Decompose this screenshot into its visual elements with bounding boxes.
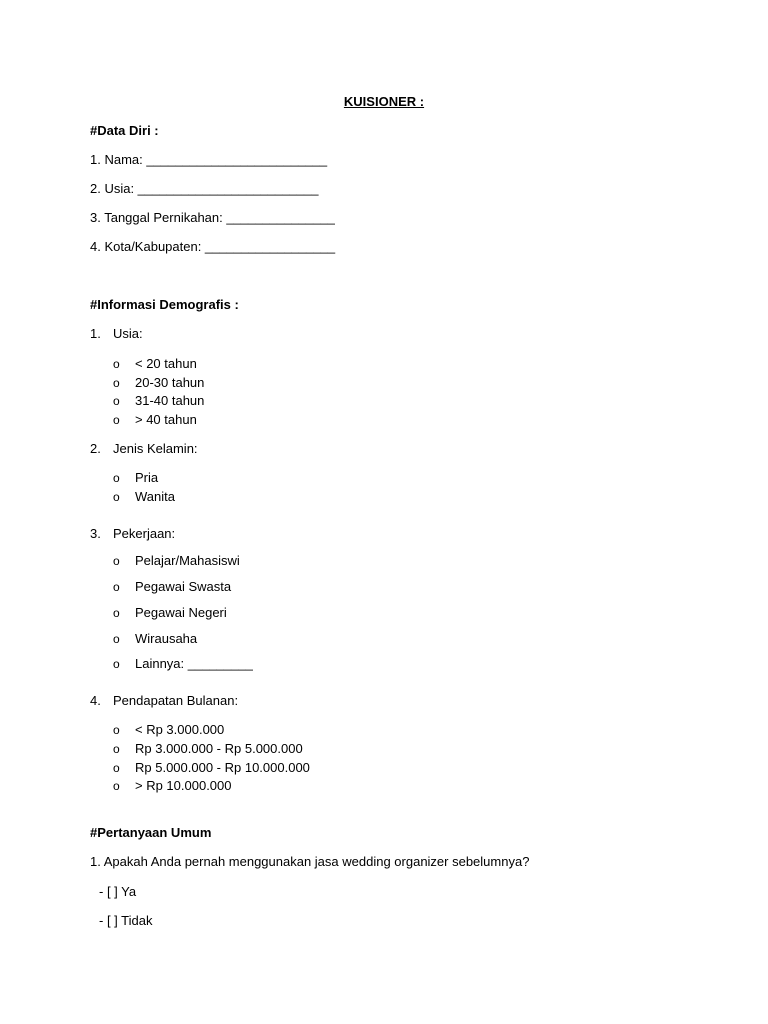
option-pelajar: Pelajar/Mahasiswi [135, 553, 240, 568]
option-usia-2: 20-30 tahun [135, 375, 205, 390]
option-bullet: o [113, 761, 120, 775]
option-bullet: o [113, 490, 120, 504]
question-number: 4. [90, 693, 101, 708]
question-number: 2. [90, 441, 101, 456]
option-usia-1: < 20 tahun [135, 356, 197, 371]
option-pendapatan-1: < Rp 3.000.000 [135, 722, 225, 737]
option-bullet: o [113, 394, 120, 408]
question-label-pendapatan: Pendapatan Bulanan: [113, 693, 239, 708]
option-bullet: o [113, 657, 120, 671]
section-heading-demografis: #Informasi Demografis : [90, 297, 239, 312]
option-lainnya: Lainnya: _________ [135, 656, 253, 671]
document-title: KUISIONER : [343, 94, 425, 109]
option-bullet: o [113, 471, 120, 485]
option-bullet: o [113, 580, 120, 594]
answer-tidak: - [ ] Tidak [99, 913, 153, 928]
option-usia-3: 31-40 tahun [135, 393, 205, 408]
option-bullet: o [113, 779, 120, 793]
question-wedding-organizer: 1. Apakah Anda pernah menggunakan jasa wedding organizer sebelumnya? [90, 854, 530, 869]
option-bullet: o [113, 742, 120, 756]
option-bullet: o [113, 357, 120, 371]
answer-ya: - [ ] Ya [99, 884, 137, 899]
option-usia-4: > 40 tahun [135, 412, 197, 427]
option-pegawai-swasta: Pegawai Swasta [135, 579, 232, 594]
question-label-pekerjaan: Pekerjaan: [113, 526, 176, 541]
question-number: 1. [90, 326, 101, 341]
option-bullet: o [113, 632, 120, 646]
field-tanggal-pernikahan: 3. Tanggal Pernikahan: _______________ [90, 210, 335, 225]
question-label-jenis-kelamin: Jenis Kelamin: [113, 441, 198, 456]
option-bullet: o [113, 413, 120, 427]
option-bullet: o [113, 723, 120, 737]
option-pendapatan-3: Rp 5.000.000 - Rp 10.000.000 [135, 760, 310, 775]
option-pendapatan-2: Rp 3.000.000 - Rp 5.000.000 [135, 741, 303, 756]
field-nama: 1. Nama: _________________________ [90, 152, 328, 167]
option-bullet: o [113, 376, 120, 390]
option-wirausaha: Wirausaha [135, 631, 198, 646]
option-wanita: Wanita [135, 489, 175, 504]
field-usia: 2. Usia: _________________________ [90, 181, 319, 196]
question-number: 3. [90, 526, 101, 541]
section-heading-umum: #Pertanyaan Umum [90, 825, 212, 840]
option-pendapatan-4: > Rp 10.000.000 [135, 778, 232, 793]
field-kota-kabupaten: 4. Kota/Kabupaten: __________________ [90, 239, 336, 254]
section-heading-data-diri: #Data Diri : [90, 123, 159, 138]
option-pria: Pria [135, 470, 159, 485]
option-bullet: o [113, 554, 120, 568]
question-label-usia: Usia: [113, 326, 143, 341]
option-pegawai-negeri: Pegawai Negeri [135, 605, 227, 620]
option-bullet: o [113, 606, 120, 620]
